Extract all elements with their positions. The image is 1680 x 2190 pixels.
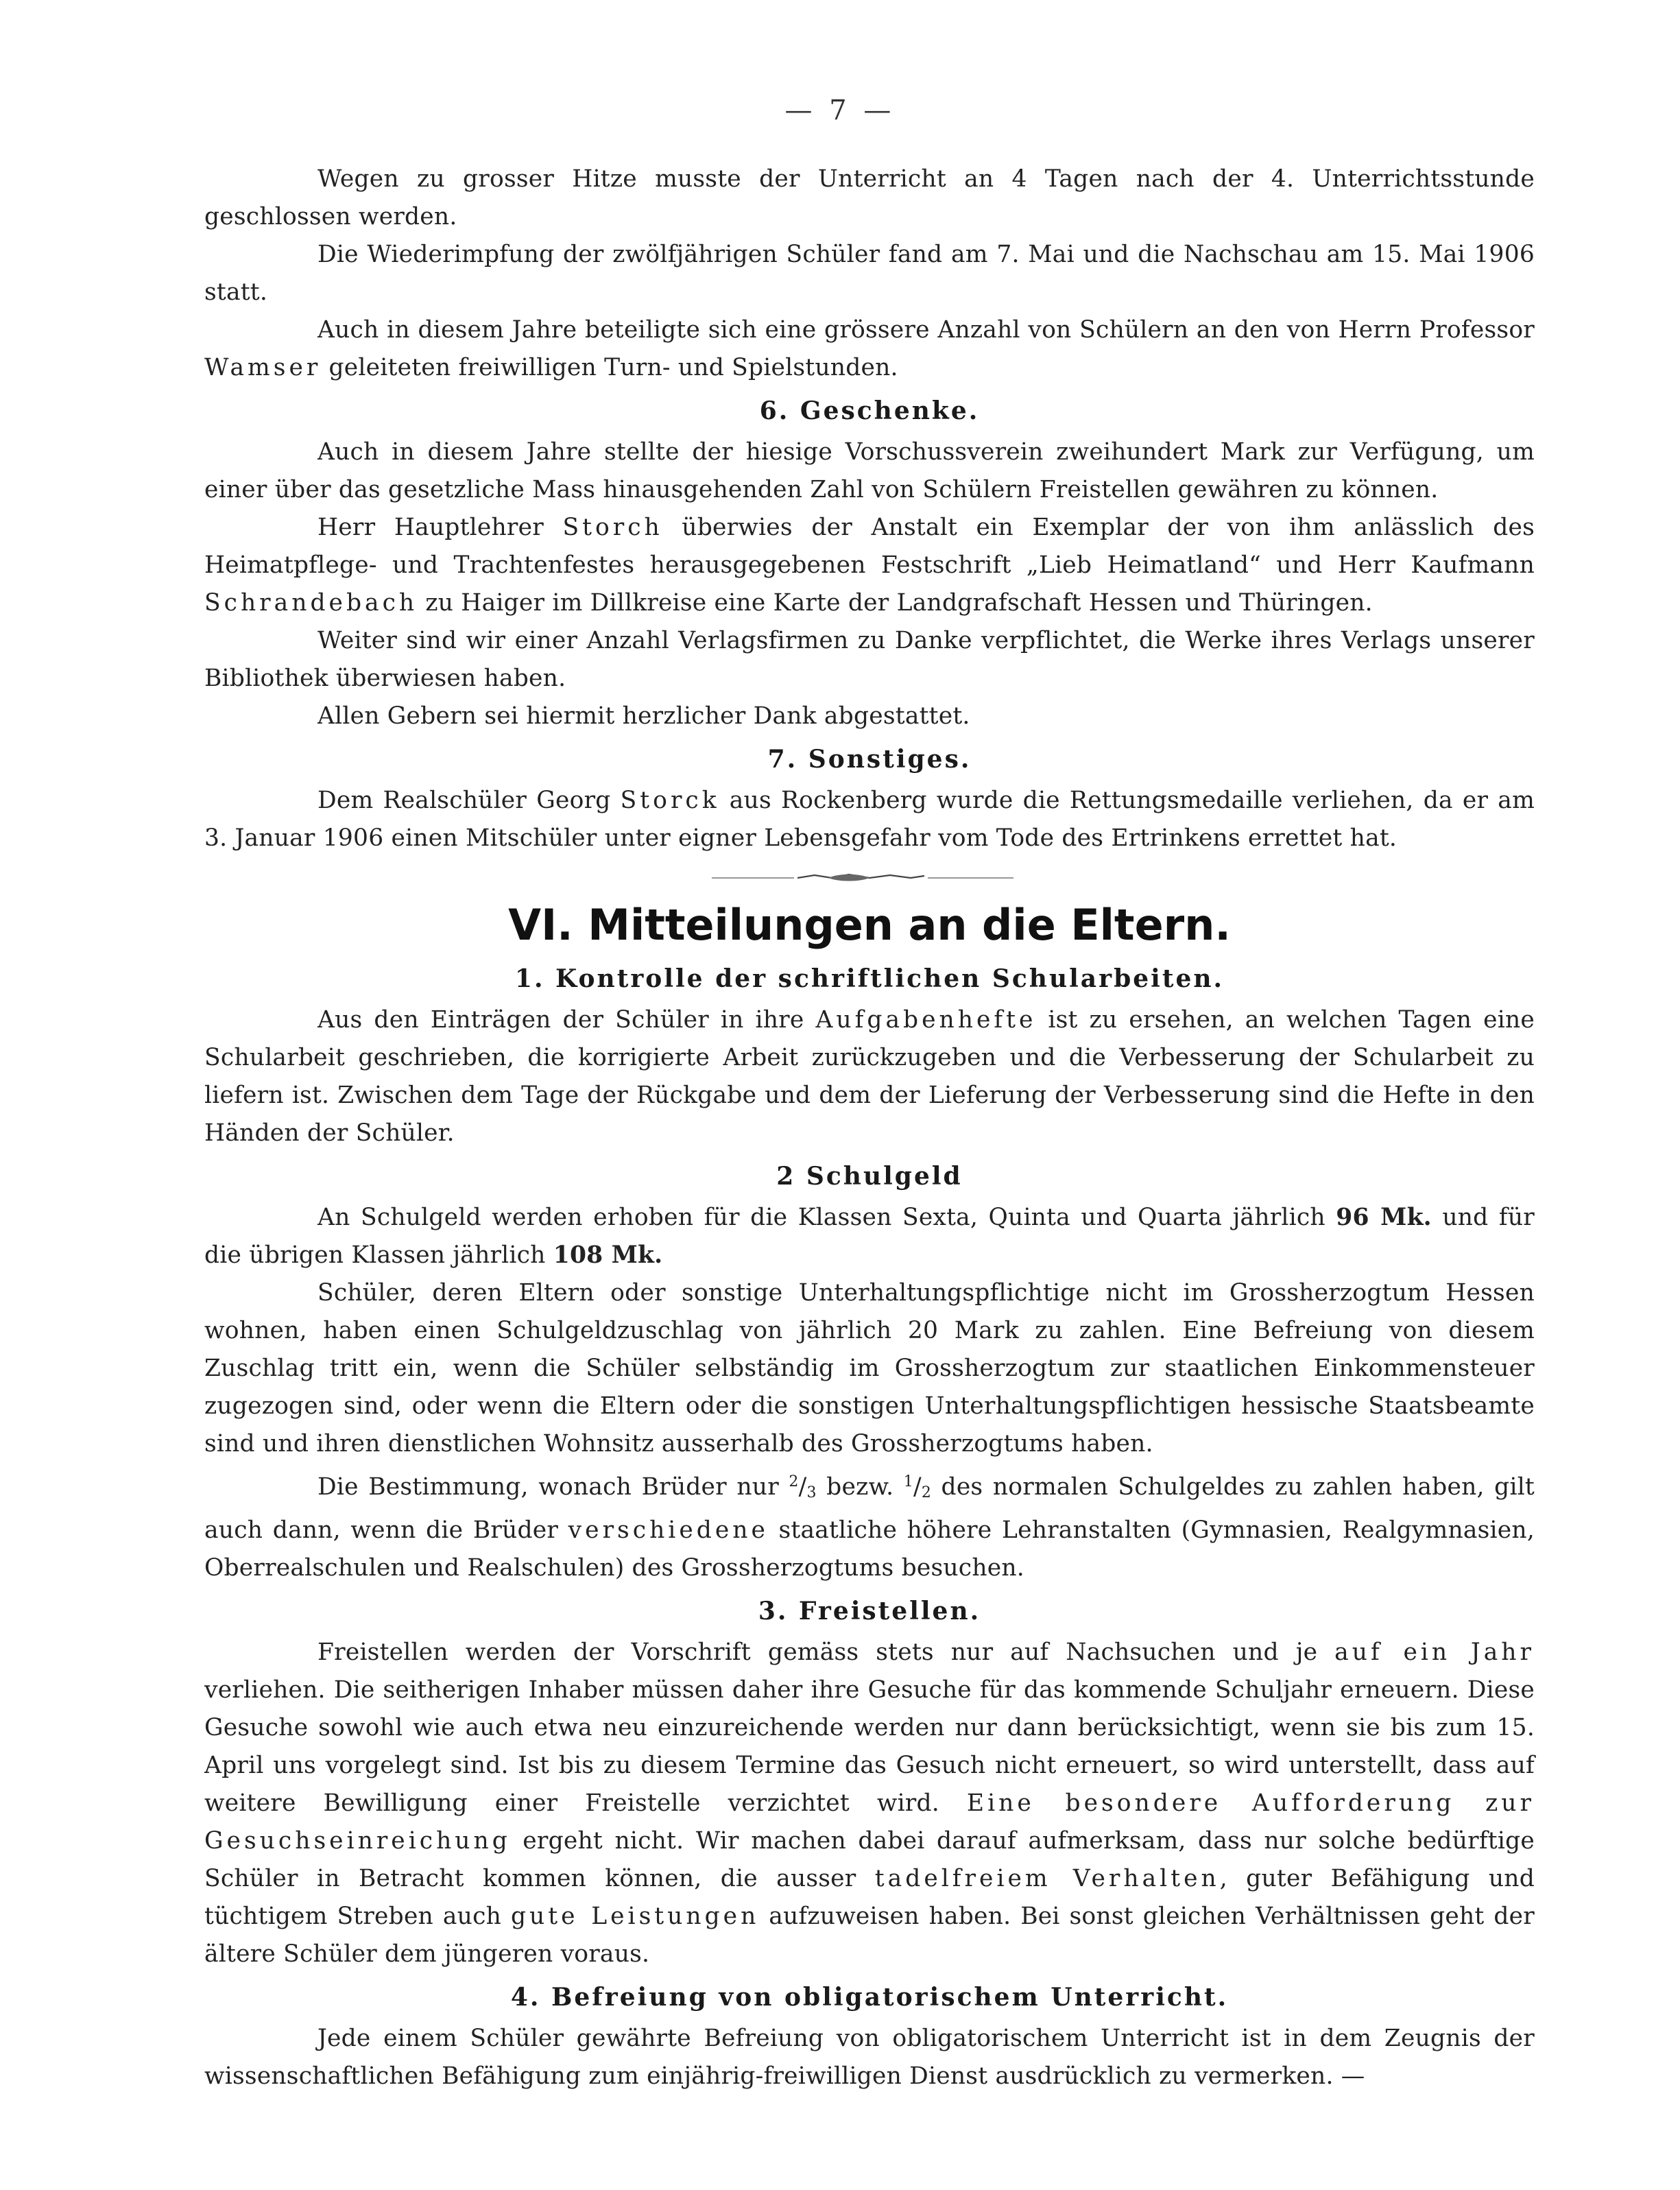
paragraph-text: verliehen. Die seitherigen Inhaber müssen daher ihre Gesuche für das kommende Schuljahr erneuern. Diese Gesuche sowohl wie auch etwa neu einzureichende werden nur dann berücksichtigt, wenn sie bis zum 15. April uns vorgelegt sind. Ist bis zu diesem Termine das Gesuch nicht erneuert, so wird unterstellt, dass auf weitere Bewilligung einer Freistelle verzichtet wird. [204, 1676, 1535, 1817]
fee-amount-upper: 108 Mk. [553, 1241, 663, 1269]
paragraph-rescue-medal [204, 782, 1535, 857]
fraction-denominator: 3 [806, 1484, 817, 1501]
paragraph-text: Die Wiederimpfung der zwölfjährigen Schüler fand am 7. Mai und die Nachschau am 15. Mai 1906 statt. [204, 241, 1535, 306]
page-content [204, 160, 1535, 2095]
chapter-title: VI. Mitteilungen an die Eltern. [508, 900, 1231, 950]
term-verschiedene: verschiedene [568, 1516, 769, 1544]
ornament-divider [204, 861, 1535, 889]
paragraph-gymnastics [204, 311, 1535, 387]
paragraph-text: und für die übrigen Klassen jährlich [204, 1204, 1535, 1269]
paragraph-publishers [204, 622, 1535, 698]
paragraph-vaccination [204, 236, 1535, 311]
person-name-storch: Storch [562, 514, 663, 541]
term-gute-leistungen: gute Leistungen [510, 1903, 760, 1930]
section-heading-sonstiges: 7. Sonstiges. [767, 745, 972, 774]
paragraph-exemption [204, 2020, 1535, 2095]
paragraph-text: zu Haiger im Dillkreise eine Karte der Landgrafschaft Hessen und Thüringen. [418, 589, 1373, 617]
paragraph-text: überwies der Anstalt ein Exemplar der von ihm anlässlich des Heimatpflege- und Trachtenfestes herausgegebenen Festschrift „Lieb Heimatland“ und Herr Kaufmann [204, 514, 1535, 579]
section-heading-schulgeld: 2 Schulgeld [776, 1162, 963, 1191]
paragraph-text: Aus den Einträgen der Schüler in ihre [317, 1006, 816, 1034]
person-name-schrandebach: Schrandebach [204, 589, 418, 617]
person-name-storck: Storck [620, 787, 720, 814]
term-aufgabenhefte: Aufgabenhefte [815, 1006, 1037, 1034]
section-heading-befreiung: 4. Befreiung von obligatorischem Unterricht. [510, 1983, 1229, 2012]
paragraph-text: Dem Realschüler Georg [317, 787, 621, 814]
paragraph-text: Freistellen werden der Vorschrift gemäss stets nur auf Nachsuchen und je [317, 1639, 1335, 1666]
fee-amount-lower: 96 Mk. [1336, 1204, 1432, 1231]
paragraph-text: Die Bestimmung, wonach Brüder nur [317, 1473, 789, 1501]
paragraph-free-places [204, 1634, 1535, 1973]
fraction-numerator: 2 [789, 1473, 799, 1490]
ornament-divider-icon [712, 871, 1013, 885]
paragraph-fee-surcharge [204, 1274, 1535, 1463]
paragraph-text: Herr Hauptlehrer [317, 514, 563, 541]
paragraph-text: An Schulgeld werden erhoben für die Klassen Sexta, Quinta und Quarta jährlich [317, 1204, 1336, 1231]
term-tadelfreiem-verhalten: tadelfreiem Verhalten [874, 1865, 1220, 1892]
paragraph-homework-control [204, 1001, 1535, 1152]
paragraph-thanks [204, 698, 1535, 735]
paragraph-school-fees [204, 1199, 1535, 1274]
paragraph-text: aufzuweisen haben. Bei sonst gleichen Verhältnissen geht der ältere Schüler dem jüngeren voraus. [204, 1903, 1535, 1968]
paragraph-text: , guter Befähigung und tüchtigem Streben auch [204, 1865, 1535, 1930]
paragraph-text: Jede einem Schüler gewährte Befreiung von obligatorischem Unterricht ist in dem Zeugnis der wissenschaftlichen Befähigung zum einjährig-freiwilligen Dienst ausdrücklich zu vermerken. — [204, 2025, 1535, 2090]
paragraph-text: geleiteten freiwilligen Turn- und Spielstunden. [321, 354, 898, 381]
section-heading-freistellen: 3. Freistellen. [758, 1597, 981, 1626]
term-besondere-aufforderung: Eine besondere Aufforderung zur Gesuchseinreichung [204, 1789, 1535, 1855]
paragraph-text: ist zu ersehen, an welchen Tagen eine Schularbeit geschrieben, die korrigierte Arbeit zurückzugeben und die Verbesserung der Schularbeit zu liefern ist. Zwischen dem Tage der Rückgabe und dem der Lieferung der Verbesserung sind die Hefte in den Händen der Schüler. [204, 1006, 1535, 1147]
term-auf-ein-jahr: auf ein Jahr [1334, 1639, 1535, 1666]
paragraph-text: des normalen Schulgeldes zu zahlen haben, gilt auch dann, wenn die Brüder [204, 1473, 1535, 1544]
paragraph-text: bezw. [816, 1473, 904, 1501]
paragraph-text: Auch in diesem Jahre beteiligte sich eine grössere Anzahl von Schülern an den von Herrn Professor [317, 316, 1535, 344]
paragraph-sibling-discount: Die Bestimmung, wonach Brüder nur $^2/_3$ bezw. $^1/_2$ des normalen Schulgeldes zu zahlen haben, gilt auch dann, wenn die Brüder verschiedene staatliche höhere Lehranstalten (Gymnasien, Realgymnasien, Oberrealschulen und Realschulen) des Grossherzogtums besuchen. [204, 1473, 1535, 1582]
person-name-wamser: Wamser [204, 354, 322, 381]
paragraph-text: aus Rockenberg wurde die Rettungsmedaille verliehen, da er am 3. Januar 1906 einen Mitschüler unter eigner Lebensgefahr vom Tode des Ertrinkens errettet hat. [204, 787, 1535, 852]
paragraph-text: Schüler, deren Eltern oder sonstige Unterhaltungspflichtige nicht im Grossherzogtum Hessen wohnen, haben einen Schulgeldzuschlag von jährlich 20 Mark zu zahlen. Eine Befreiung von diesem Zuschlag tritt ein, wenn die Schüler selbständig im Grossherzogtum zur staatlichen Einkommensteuer zugezogen sind, oder wenn die Eltern oder die sonstigen Unterhaltungspflichtigen hessische Staatsbeamte sind und ihren dienstlichen Wohnsitz ausserhalb des Grossherzogtums haben. [204, 1279, 1535, 1457]
paragraph-text: Allen Gebern sei hiermit herzlicher Dank abgestattet. [317, 702, 970, 730]
paragraph-text: staatliche höhere Lehranstalten (Gymnasien, Realgymnasien, Oberrealschulen und Realschulen) des Grossherzogtums besuchen. [204, 1516, 1535, 1582]
page-number: — 7 — [784, 95, 896, 126]
fraction-numerator: 1 [903, 1473, 913, 1490]
section-heading-geschenke: 6. Geschenke. [759, 396, 980, 425]
section-heading-kontrolle: 1. Kontrolle der schriftlichen Schularbeiten. [514, 964, 1225, 993]
paragraph-text: Auch in diesem Jahre stellte der hiesige Vorschussverein zweihundert Mark zur Verfügung, um einer über das gesetzliche Mass hinausgehenden Zahl von Schülern Freistellen gewähren zu können. [204, 438, 1535, 503]
paragraph-text: Weiter sind wir einer Anzahl Verlagsfirmen zu Danke verpflichtet, die Werke ihres Verlags unserer Bibliothek überwiesen haben. [204, 627, 1535, 692]
paragraph-text: ergeht nicht. Wir machen dabei darauf aufmerksam, dass nur solche bedürftige Schüler in Betracht kommen können, die ausser [204, 1827, 1535, 1892]
paragraph-heat-closure [204, 160, 1535, 236]
paragraph-vorschussverein [204, 433, 1535, 509]
fraction-denominator: 2 [921, 1484, 932, 1501]
paragraph-storch-gift [204, 509, 1535, 622]
paragraph-text: Wegen zu grosser Hitze musste der Unterricht an 4 Tagen nach der 4. Unterrichtsstunde geschlossen werden. [204, 165, 1535, 230]
